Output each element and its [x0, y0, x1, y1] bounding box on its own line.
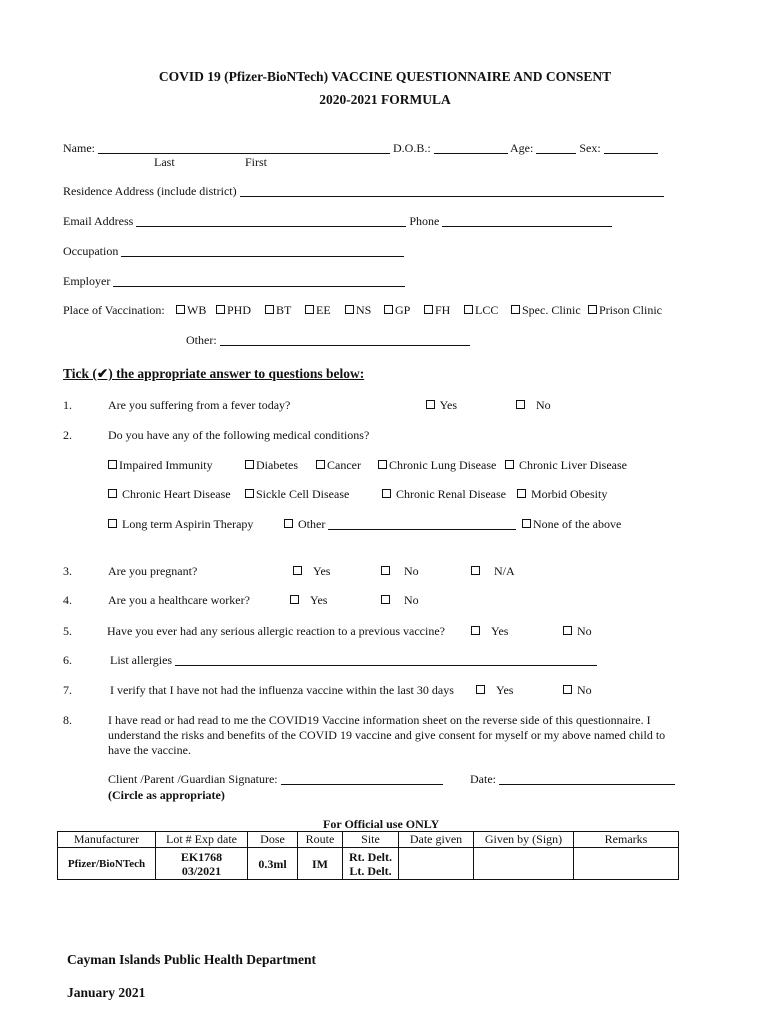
- q2-text: Do you have any of the following medical conditions?: [108, 428, 370, 442]
- condition-chronic-lung[interactable]: Chronic Lung Disease: [378, 458, 496, 473]
- name-label: Name:: [63, 141, 95, 155]
- occupation-row: [63, 244, 404, 259]
- header-lot-exp: Lot # Exp date: [156, 832, 248, 848]
- q5-number: 5.: [63, 624, 72, 638]
- employer-row: [63, 274, 405, 289]
- checkbox-icon[interactable]: [505, 460, 514, 469]
- dob-label: D.O.B.:: [393, 141, 431, 155]
- q5-yes-option[interactable]: Yes: [471, 624, 508, 639]
- date-label: Date:: [470, 772, 496, 786]
- phone-field[interactable]: [442, 215, 612, 227]
- checkbox-icon[interactable]: [511, 305, 520, 314]
- checkbox-icon[interactable]: [108, 489, 117, 498]
- checkbox-icon[interactable]: [563, 626, 572, 635]
- checkbox-icon[interactable]: [381, 595, 390, 604]
- residence-row: [63, 184, 664, 199]
- condition-chronic-heart[interactable]: Chronic Heart Disease: [108, 487, 231, 502]
- date-row: [470, 772, 675, 787]
- checkbox-icon[interactable]: [108, 460, 117, 469]
- condition-chronic-renal[interactable]: Chronic Renal Disease: [382, 487, 506, 502]
- checkbox-icon[interactable]: [471, 626, 480, 635]
- checkbox-icon[interactable]: [426, 400, 435, 409]
- q6-row: [110, 653, 597, 668]
- q3-text: Are you pregnant?: [108, 564, 198, 578]
- condition-cancer[interactable]: Cancer: [316, 458, 361, 473]
- header-remarks: Remarks: [574, 832, 679, 848]
- occupation-field[interactable]: [121, 245, 404, 257]
- q6-number: 6.: [63, 653, 72, 667]
- employer-field[interactable]: [113, 275, 405, 287]
- date-field[interactable]: [499, 773, 675, 785]
- condition-aspirin-therapy[interactable]: Long term Aspirin Therapy: [108, 517, 253, 532]
- signature-label: Client /Parent /Guardian Signature:: [108, 772, 278, 786]
- checkbox-icon[interactable]: [290, 595, 299, 604]
- checkbox-icon[interactable]: [345, 305, 354, 314]
- condition-none[interactable]: None of the above: [522, 517, 621, 532]
- header-given-by: Given by (Sign): [474, 832, 574, 848]
- checkbox-icon[interactable]: [284, 519, 293, 528]
- q4-text: Are you a healthcare worker?: [108, 593, 250, 607]
- other-place-label: Other:: [186, 333, 217, 347]
- place-option-spec-clinic[interactable]: Spec. Clinic: [511, 303, 581, 318]
- condition-sickle-cell[interactable]: Sickle Cell Disease: [245, 487, 349, 502]
- q6-text: List allergies: [110, 653, 173, 667]
- q7-yes-option[interactable]: Yes: [476, 683, 513, 698]
- q1-text: Are you suffering from a fever today?: [108, 398, 291, 412]
- q5-text: Have you ever had any serious allergic reaction to a previous vaccine?: [107, 624, 445, 638]
- cell-lot: EK1768: [180, 849, 223, 864]
- cell-route: IM: [298, 848, 343, 880]
- q2-number: 2.: [63, 428, 72, 442]
- q7-text: I verify that I have not had the influenza vaccine within the last 30 days: [110, 683, 454, 697]
- condition-other-field[interactable]: [328, 518, 516, 530]
- q3-yes-option[interactable]: Yes: [293, 564, 330, 579]
- q4-no-option[interactable]: No: [381, 593, 419, 608]
- checkbox-icon[interactable]: [293, 566, 302, 575]
- header-date-given: Date given: [399, 832, 474, 848]
- email-label: Email Address: [63, 214, 134, 228]
- circle-note: (Circle as appropriate): [108, 788, 225, 802]
- name-row: [63, 141, 658, 156]
- cell-lot-exp: [156, 848, 248, 880]
- cell-date-given[interactable]: [399, 848, 474, 880]
- q4-yes-option[interactable]: Yes: [290, 593, 327, 608]
- checkbox-icon[interactable]: [517, 489, 526, 498]
- place-option-phd[interactable]: PHD: [216, 303, 251, 318]
- place-option-prison-clinic[interactable]: Prison Clinic: [588, 303, 662, 318]
- checkbox-icon[interactable]: [245, 489, 254, 498]
- place-option-gp[interactable]: GP: [384, 303, 410, 318]
- cell-dose: 0.3ml: [248, 848, 298, 880]
- condition-impaired-immunity[interactable]: Impaired Immunity: [108, 458, 213, 473]
- place-option-ee[interactable]: EE: [305, 303, 331, 318]
- q8-line3: have the vaccine.: [108, 743, 191, 757]
- instructions-heading: Tick (✔) the appropriate answer to questions below:: [63, 366, 365, 381]
- q8-line1: I have read or had read to me the COVID19 Vaccine information sheet on the reverse side of this questionnaire. I: [108, 713, 651, 727]
- q7-number: 7.: [63, 683, 72, 697]
- cell-exp: 03/2021: [181, 863, 222, 878]
- checkbox-icon[interactable]: [464, 305, 473, 314]
- checkbox-icon[interactable]: [108, 519, 117, 528]
- header-site: Site: [343, 832, 399, 848]
- q1-yes-option[interactable]: Yes: [426, 398, 457, 413]
- header-dose: Dose: [248, 832, 298, 848]
- q8-number: 8.: [63, 713, 72, 727]
- place-option-fh[interactable]: FH: [424, 303, 450, 318]
- checkbox-icon[interactable]: [316, 460, 325, 469]
- other-place-row: [186, 333, 470, 348]
- cell-site: [343, 848, 399, 880]
- first-label: First: [245, 155, 268, 169]
- place-option-lcc[interactable]: LCC: [464, 303, 498, 318]
- q3-number: 3.: [63, 564, 72, 578]
- place-option-wb[interactable]: WB: [176, 303, 206, 318]
- checkbox-icon[interactable]: [522, 519, 531, 528]
- header-manufacturer: Manufacturer: [58, 832, 156, 848]
- phone-label: Phone: [409, 214, 440, 228]
- checkbox-icon[interactable]: [384, 305, 393, 314]
- residence-field[interactable]: [240, 185, 664, 197]
- place-option-ns[interactable]: NS: [345, 303, 371, 318]
- checkbox-icon[interactable]: [305, 305, 314, 314]
- checkbox-icon[interactable]: [216, 305, 225, 314]
- vaccination-place-label: Place of Vaccination:: [63, 303, 165, 317]
- dob-field[interactable]: [434, 142, 508, 154]
- q5-no-option[interactable]: No: [563, 624, 592, 639]
- department-name: Cayman Islands Public Health Department: [67, 952, 317, 967]
- other-place-field[interactable]: [220, 334, 470, 346]
- cell-given-by[interactable]: [474, 848, 574, 880]
- signature-row: [108, 772, 443, 787]
- q3-no-option[interactable]: No: [381, 564, 419, 579]
- q1-number: 1.: [63, 398, 72, 412]
- employer-label: Employer: [63, 274, 111, 288]
- checkbox-icon[interactable]: [588, 305, 597, 314]
- checkbox-icon[interactable]: [176, 305, 185, 314]
- official-heading: For Official use ONLY: [323, 817, 440, 831]
- last-label: Last: [154, 155, 175, 169]
- checkbox-icon[interactable]: [381, 566, 390, 575]
- checkbox-icon[interactable]: [563, 685, 572, 694]
- form-title: COVID 19 (Pfizer-BioNTech) VACCINE QUESTIONNAIRE AND CONSENT: [158, 69, 612, 84]
- condition-chronic-liver[interactable]: Chronic Liver Disease: [505, 458, 627, 473]
- table-row: [58, 848, 679, 880]
- checkbox-icon[interactable]: [382, 489, 391, 498]
- place-option-bt[interactable]: BT: [265, 303, 291, 318]
- cell-manufacturer: Pfizer/BioNTech: [58, 848, 156, 880]
- name-field[interactable]: [98, 142, 390, 154]
- email-field[interactable]: [136, 215, 406, 227]
- table-header-row: [58, 832, 679, 848]
- age-label: Age:: [510, 141, 534, 155]
- q8-line2: understand the risks and benefits of the COVID 19 vaccine and give consent for myself or my above named child to: [108, 728, 666, 742]
- cell-site-lt: Lt. Delt.: [349, 863, 392, 878]
- official-use-table: [57, 831, 679, 880]
- footer-date: January 2021: [67, 985, 146, 1000]
- checkbox-icon[interactable]: [245, 460, 254, 469]
- signature-field[interactable]: [281, 773, 443, 785]
- sex-field[interactable]: [604, 142, 658, 154]
- checkbox-icon[interactable]: [265, 305, 274, 314]
- q4-number: 4.: [63, 593, 72, 607]
- condition-morbid-obesity[interactable]: Morbid Obesity: [517, 487, 607, 502]
- sex-label: Sex:: [579, 141, 601, 155]
- cell-site-rt: Rt. Delt.: [349, 849, 392, 864]
- cell-remarks[interactable]: [574, 848, 679, 880]
- checkbox-icon[interactable]: [476, 685, 485, 694]
- header-route: Route: [298, 832, 343, 848]
- form-subtitle: 2020-2021 FORMULA: [319, 92, 451, 107]
- q1-no-option[interactable]: No: [516, 398, 551, 413]
- email-row: [63, 214, 612, 229]
- checkbox-icon[interactable]: [424, 305, 433, 314]
- age-field[interactable]: [536, 142, 576, 154]
- condition-other[interactable]: Other: [284, 517, 516, 532]
- allergies-field[interactable]: [175, 654, 597, 666]
- checkbox-icon[interactable]: [516, 400, 525, 409]
- checkbox-icon[interactable]: [378, 460, 387, 469]
- occupation-label: Occupation: [63, 244, 119, 258]
- condition-diabetes[interactable]: Diabetes: [245, 458, 298, 473]
- checkbox-icon[interactable]: [471, 566, 480, 575]
- q3-na-option[interactable]: N/A: [471, 564, 515, 579]
- q7-no-option[interactable]: No: [563, 683, 592, 698]
- residence-label: Residence Address (include district): [63, 184, 237, 198]
